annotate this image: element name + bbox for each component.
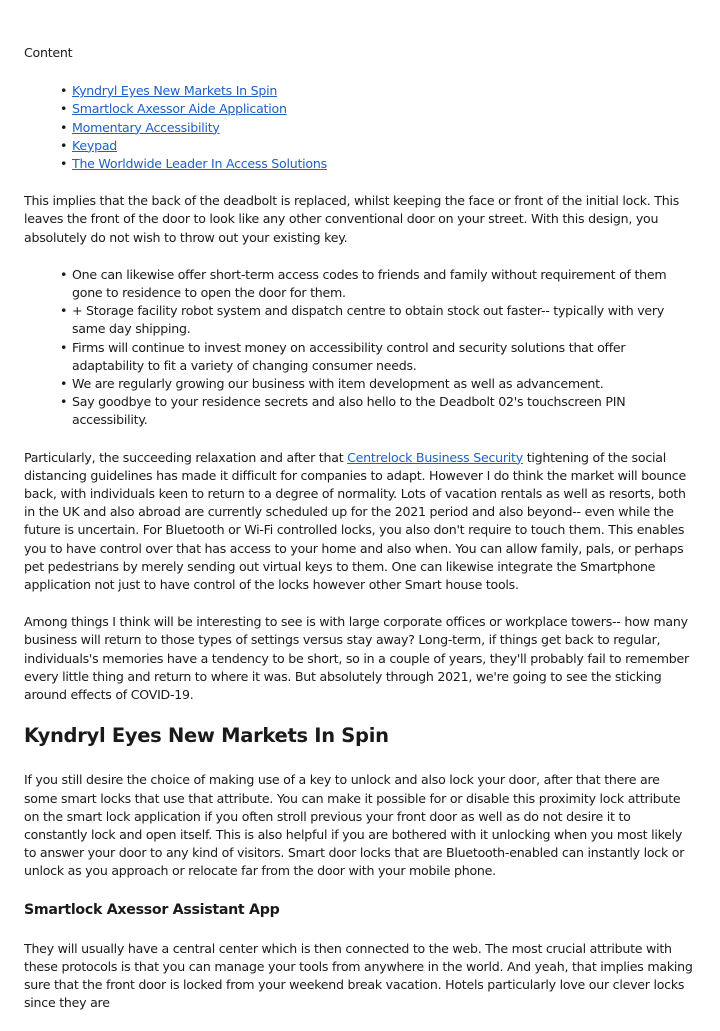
bullet-item: • + Storage facility robot system and dispatch centre to obtain stock out faster-- typically with very same day shipping. xyxy=(72,302,696,338)
toc-item xyxy=(72,119,696,137)
section-heading-kyndryl: Kyndryl Eyes New Markets In Spin xyxy=(24,724,389,748)
paragraph-deadbolt: This implies that the back of the deadbolt is replaced, whilst keeping the face or front of the initial lock. This leaves the front of the door to look like any other conventional door on your street. With this design, you absolutely do not wish to throw out your existing key. xyxy=(24,193,680,245)
paragraph-relaxation xyxy=(24,449,696,595)
toc-item xyxy=(72,100,696,118)
bullet-item: • Firms will continue to invest money on accessibility control and security solutions that offer adaptability to fit a variety of changing consumer needs. xyxy=(72,339,696,375)
toc-link-worldwide-leader[interactable]: The Worldwide Leader In Access Solutions xyxy=(72,156,327,172)
section-heading-smartlock-axessor: Smartlock Axessor Assistant App xyxy=(24,901,280,918)
table-of-contents xyxy=(24,82,696,173)
centrelock-business-security-link[interactable]: Centrelock Business Security xyxy=(347,449,523,465)
paragraph-text: tightening of the social distancing guidelines has made it difficult for companies to adapt. However I do think the market will bounce back, with individuals keen to return to a degree of normality. Lots of vacation rentals as well as resorts, both in the UK and also abroad are currently scheduled up for the 2021 period and also beyond-- even while the future is uncertain. For Bluetooth or Wi-Fi controlled locks, you also don't require to touch them. This enables you to have control over that has access to your home and also when. You can allow family, pals, or perhaps pet pedestrians by merely sending out virtual keys to them. One can likewise integrate the Smartphone application not just to have control of the locks however other Smart house tools. xyxy=(24,449,686,593)
toc-item xyxy=(72,155,696,173)
paragraph-smart-locks: If you still desire the choice of making use of a key to unlock and also lock your door, after that there are some smart locks that use that attribute. You can make it possible for or disable this proximity lock attribute on the smart lock application if you often stroll previous your front door as well as do not desire it to constantly lock and open itself. This is also helpful if you are bothered with it unlocking when you most likely to answer your door to any kind of visitors. Smart door locks that are Bluetooth-enabled can instantly lock or unlock as you approach or relocate far from the door with your mobile phone. xyxy=(24,772,685,879)
bullet-item: • Say goodbye to your residence secrets and also hello to the Deadbolt 02's touchscreen PIN accessibility. xyxy=(72,393,696,429)
document-body xyxy=(24,44,696,1031)
paragraph-corporate-offices: Among things I think will be interesting to see is with large corporate offices or workplace towers-- how many business will return to those types of settings versus stay away? Long-term, if things get back to regular, individuals's memories have a tendency to be short, so in a couple of years, they'll probably fail to remember every little thing and return to where it was. But absolutely through 2021, we're going to see the sticking around effects of COVID-19. xyxy=(24,614,689,703)
paragraph-text: Particularly, the succeeding relaxation and after that xyxy=(24,449,348,465)
toc-link-kyndryl[interactable]: Kyndryl Eyes New Markets In Spin xyxy=(72,83,278,99)
toc-item xyxy=(72,82,696,100)
toc-link-keypad[interactable]: Keypad xyxy=(72,137,118,153)
toc-link-momentary-accessibility[interactable]: Momentary Accessibility xyxy=(72,119,220,135)
toc-link-smartlock-axessor[interactable]: Smartlock Axessor Aide Application xyxy=(72,101,287,117)
toc-item xyxy=(72,137,696,155)
paragraph-central-center: They will usually have a central center which is then connected to the web. The most crucial attribute with these protocols is that you can manage your tools from anywhere in the world. And yeah, that implies making sure that the front door is locked from your weekend break vacation. Hotels particularly love our clever locks since they are xyxy=(24,940,693,1011)
content-label: Content xyxy=(24,45,73,60)
bullet-item: • We are regularly growing our business with item development as well as advancement. xyxy=(72,375,696,393)
bullet-item: • One can likewise offer short-term access codes to friends and family without requirement of them gone to residence to open the door for them. xyxy=(72,266,696,302)
feature-bullet-list xyxy=(24,266,696,430)
